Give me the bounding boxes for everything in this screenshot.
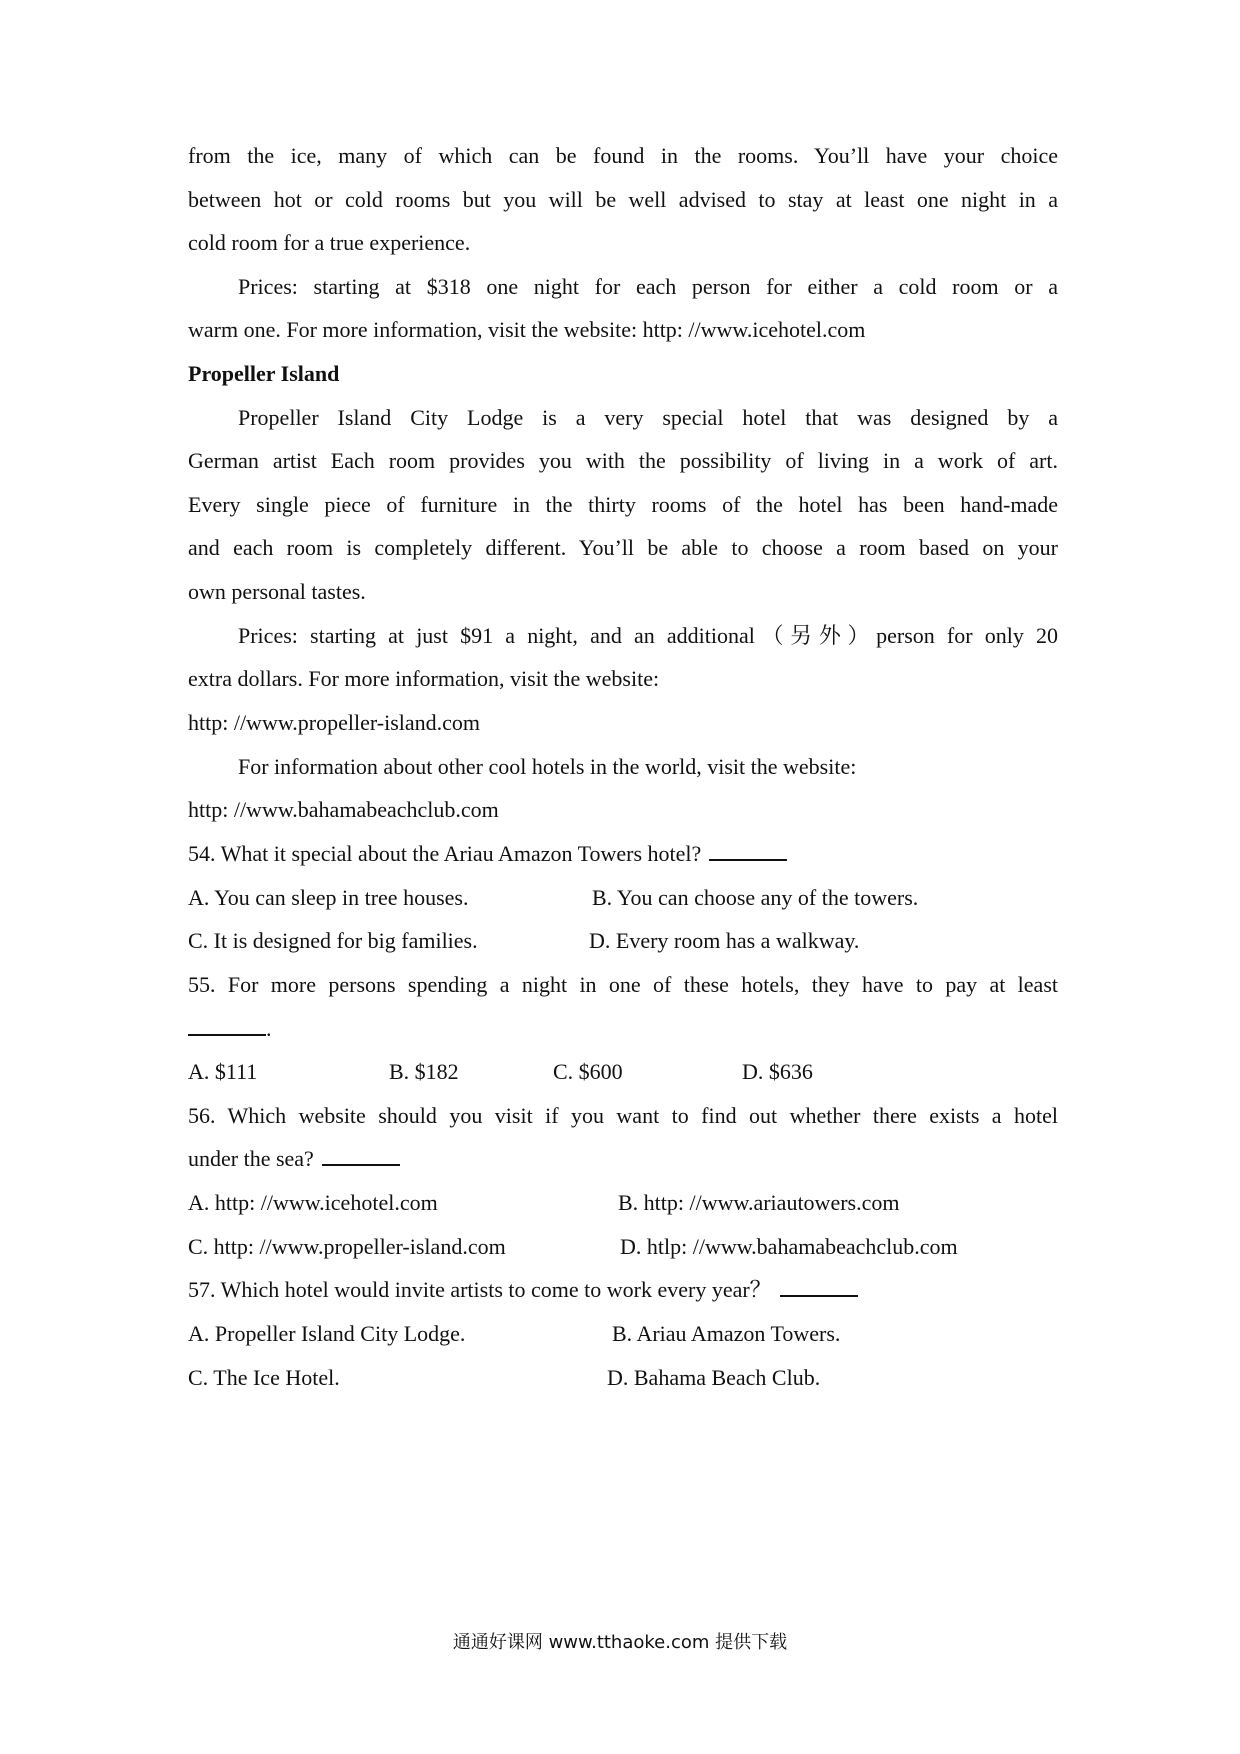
website-url: http: //www.propeller-island.com [188,710,481,735]
passage-line: Propeller Island City Lodge is a very special hotel that was designed by a [238,405,1058,430]
answer-blank [709,839,787,861]
passage-line: cold room for a true experience. [188,230,471,255]
option-c: C. The Ice Hotel. [188,1365,340,1390]
question-57 [188,1275,858,1305]
option-a: A. $111 [188,1059,258,1084]
option-d: D. htlp: //www.bahamabeachclub.com [620,1234,958,1259]
question-54 [188,839,787,869]
passage-line: own personal tastes. [188,579,366,604]
passage-line: extra dollars. For more information, visit the website: [188,666,660,691]
passage-line: Prices: starting at $318 one night for each person for either a cold room or a [238,274,1058,299]
passage-line: between hot or cold rooms but you will be well advised to stay at least one night in a [188,187,1058,212]
question-stem: 55. For more persons spending a night in one of these hotels, they have to pay at least [188,972,1058,997]
passage-line: Prices: starting at just $91 a night, and an additional（另外）person for only 20 [238,623,1058,648]
question-55-blank-line [188,1014,272,1044]
option-b: B. $182 [389,1059,459,1084]
passage-line: German artist Each room provides you with the possibility of living in a work of art. [188,448,1058,473]
stem-end: . [266,1016,272,1041]
option-b: B. You can choose any of the towers. [592,885,919,910]
answer-blank [780,1275,858,1297]
option-c: C. It is designed for big families. [188,928,478,953]
option-d: D. Every room has a walkway. [589,928,860,953]
answer-blank [322,1144,400,1166]
passage-line: from the ice, many of which can be found in the rooms. You’ll have your choice [188,143,1058,168]
question-stem: 57. Which hotel would invite artists to come to work every year？ [188,1277,772,1302]
passage-line: warm one. For more information, visit the website: http: //www.icehotel.com [188,317,866,342]
answer-blank [188,1014,266,1036]
passage-line: For information about other cool hotels in the world, visit the website: [238,754,857,779]
option-a: A. Propeller Island City Lodge. [188,1321,466,1346]
option-a: A. http: //www.icehotel.com [188,1190,438,1215]
question-stem: under the sea? [188,1146,314,1171]
question-56-line2 [188,1144,400,1174]
option-d: D. Bahama Beach Club. [607,1365,821,1390]
option-b: B. Ariau Amazon Towers. [612,1321,841,1346]
option-c: C. $600 [553,1059,623,1084]
question-stem: 56. Which website should you visit if you want to find out whether there exists a hotel [188,1103,1058,1128]
passage-line: and each room is completely different. You’ll be able to choose a room based on your [188,535,1058,560]
section-heading: Propeller Island [188,361,340,386]
option-d: D. $636 [742,1059,813,1084]
website-url: http: //www.bahamabeachclub.com [188,797,499,822]
option-c: C. http: //www.propeller-island.com [188,1234,506,1259]
option-a: A. You can sleep in tree houses. [188,885,469,910]
page-footer: 通通好课网 www.tthaoke.com 提供下载 [452,1632,788,1653]
passage-line: Every single piece of furniture in the thirty rooms of the hotel has been hand-made [188,492,1058,517]
question-stem: 54. What it special about the Ariau Amazon Towers hotel? [188,841,702,866]
option-b: B. http: //www.ariautowers.com [618,1190,900,1215]
